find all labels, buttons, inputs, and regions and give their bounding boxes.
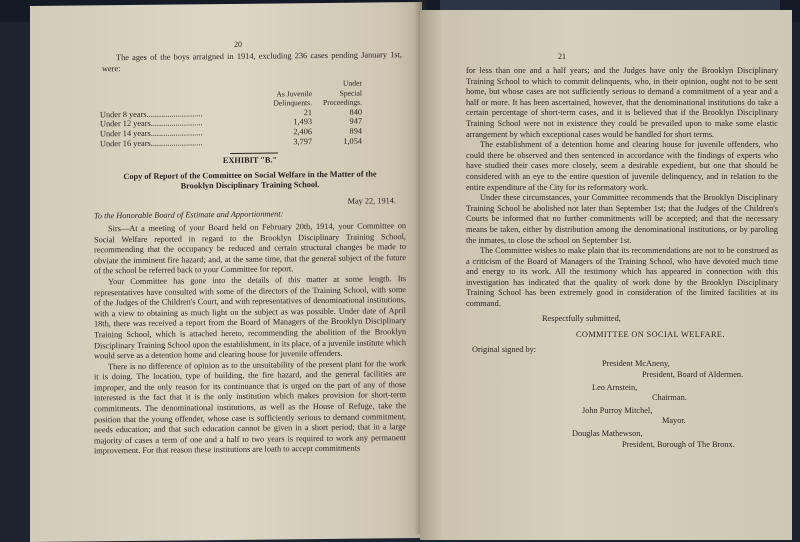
col-juvenile-header: As Juvenile Delinquents. [273, 88, 312, 108]
signature-name: President McAneny, [602, 359, 670, 369]
signature-title: Chairman. [652, 393, 687, 403]
paragraph: Under these circumstances, your Committee recommends that the Brooklyn Disciplinary Training School be abolished not later than September 1st; that the Judges of the Children's Courts be informed that no further commitments will be accepted; and that the necessary means be taken, either by distribution among the denominational institutions, or by paroling the inmates, to close the school on September 1st. [466, 193, 778, 245]
ages-table [100, 79, 362, 149]
ages-intro: The ages of the boys arraigned in 1914, excluding 236 cases pending January 1st, were: [102, 50, 402, 73]
right-text-block [466, 66, 778, 450]
closing: Respectfully submitted, [542, 313, 621, 323]
right-page [420, 10, 792, 540]
committee-name: COMMITTEE ON SOCIAL WELFARE. [576, 330, 725, 340]
signatures [466, 359, 778, 450]
signature-title: President, Borough of The Bronx. [622, 439, 735, 449]
left-page [30, 2, 422, 542]
exhibit-subtitle: Copy of Report of the Committee on Social Welfare in the Matter of the Brooklyn Disciplinary Training School. [123, 169, 377, 191]
signature-title: Mayor. [662, 416, 686, 426]
signature-title: President, Board of Aldermen. [642, 370, 744, 380]
paragraph: Sirs—At a meeting of your Board held on February 20th, 1914, your Committee on Social Welfare reported in regard to the Brooklyn Disciplinary Training School, recommending that the occupancy be reduced and certain structural changes be made to obviate the imminent fire hazard; and, at the same time, that the general subject of the future of the school be referred back to your Committee for report. [94, 221, 406, 276]
ages-table-block [100, 78, 400, 161]
right-page-number: 21 [558, 52, 566, 61]
signature-name: Leo Arnstein, [592, 382, 638, 392]
original-signed: Original signed by: [472, 344, 537, 354]
table-row: Under 12 years......................... 1,493 947 [100, 116, 362, 129]
salutation: To the Honorable Board of Estimate and Apportionment: [94, 209, 284, 221]
table-row: Under 14 years......................... 2,406 894 [100, 126, 362, 139]
exhibit-block [94, 154, 406, 457]
paragraph: for less than one and a half years; and the Judges have only the Brooklyn Disciplinary Training School to which to commit delinquents, who, in their opinion, ought not to be sent home, but whose cases are not sufficiently serious to demand a commitment of a year and a half or more. It has been ascertained, however, that the denominational institutions do take a certain percentage of short-term cases, and it is believed that if the Brooklyn Disciplinary Training School were not in existence they could be prevailed upon to make some elastic arrangement by which exceptional cases would be handled for short terms. [466, 66, 778, 139]
paragraph: There is no difference of opinion as to the unsuitability of the present plant for the work it is doing. The location, type of building, the fire hazard, and the general facilities are improper, and the only reason for its continuance that is urged on the part of any of those interested is the fact that it is the only institution which makes provision for short-term commitments. The denominational institutions, as well as the House of Refuge, take the position that the young offender, whose case is sufficiently serious to demand commitment, needs education; and that such education cannot be given in a short period; that in a large majority of cases a term of one and a half to two years is required to work any permanent improvement. For that reason these institutions are loath to accept commitments [94, 358, 406, 456]
paragraph: Your Committee has gone into the details of this matter at some length. Its representatives have consulted with some of the directors of the Training School, with some of the Judges of the Children's Court, and with representatives of denominational institutions, with a view to obtaining as much light on the subject as was possible. Under date of April 18th, there was received a report from the Board of Managers of the Brooklyn Disciplinary Training School, which is attached hereto, recommending the abolition of the Brooklyn Disciplinary Training School upon the establishment, in its place, of a juvenile institute which would serve as a detention home and clearing house for juvenile offenders. [94, 274, 406, 361]
left-page-number: 20 [234, 39, 242, 49]
table-row: Under 8 years........................... 21 840 [100, 107, 362, 120]
col-special-header: Under Special Proceedings. [322, 78, 362, 108]
report-date: May 22, 1914. [347, 196, 396, 206]
paragraph: The Committee wishes to make plain that its recommendations are not to be construed as a criticism of the Board of Managers of the Training School, who have devoted much time and energy to its work. All the testimony which has appeared in connection with this investigation has indicated that the quality of work done by the Brooklyn Disciplinary Training School has been extremely good in consideration of the limited facilities at its command. [466, 246, 778, 309]
table-row: Under 16 years......................... 3,797 1,054 [100, 136, 362, 148]
signature-name: Douglas Mathewson, [572, 429, 643, 438]
section-divider [230, 153, 278, 155]
ages-table-header [100, 79, 362, 111]
signature-name: John Purroy Mitchel, [582, 405, 653, 415]
paragraph: The establishment of a detention home and clearing house for juvenile offenders, who could there be observed and then sentenced in accordance with the findings of experts who have studied their cases more closely, seem a desirable expedient, but one that should be considered with an eye to the entire question of juvenile delinquency, and in relation to the entire expenditure of the City for its reformatory work. [466, 140, 778, 192]
exhibit-title: EXHIBIT "B." [222, 155, 278, 166]
